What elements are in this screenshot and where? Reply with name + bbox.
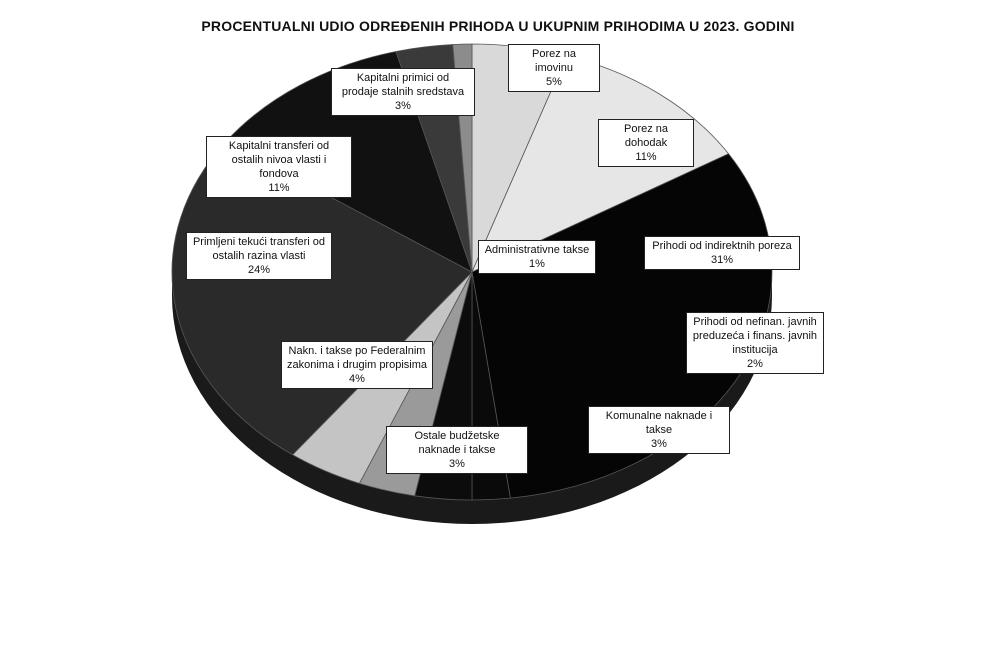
chart-title: PROCENTUALNI UDIO ODREĐENIH PRIHODA U UKUPNIM PRIHODIMA U 2023. GODINI bbox=[201, 18, 795, 34]
slice-label: Porez na imovinu 5% bbox=[508, 44, 600, 92]
slice-label: Ostale budžetske naknade i takse 3% bbox=[386, 426, 528, 474]
slice-label: Nakn. i takse po Federalnim zakonima i drugim propisima 4% bbox=[281, 341, 433, 389]
slice-label: Kapitalni primici od prodaje stalnih sredstava 3% bbox=[331, 68, 475, 116]
slice-label: Kapitalni transferi od ostalih nivoa vlasti i fondova 11% bbox=[206, 136, 352, 198]
slice-label: Administrativne takse 1% bbox=[478, 240, 596, 274]
slice-label: Prihodi od indirektnih poreza 31% bbox=[644, 236, 800, 270]
slice-label: Porez na dohodak 11% bbox=[598, 119, 694, 167]
slice-label: Prihodi od nefinan. javnih preduzeća i finans. javnih institucija 2% bbox=[686, 312, 824, 374]
slice-label: Primljeni tekući transferi od ostalih razina vlasti 24% bbox=[186, 232, 332, 280]
slice-label: Komunalne naknade i takse 3% bbox=[588, 406, 730, 454]
